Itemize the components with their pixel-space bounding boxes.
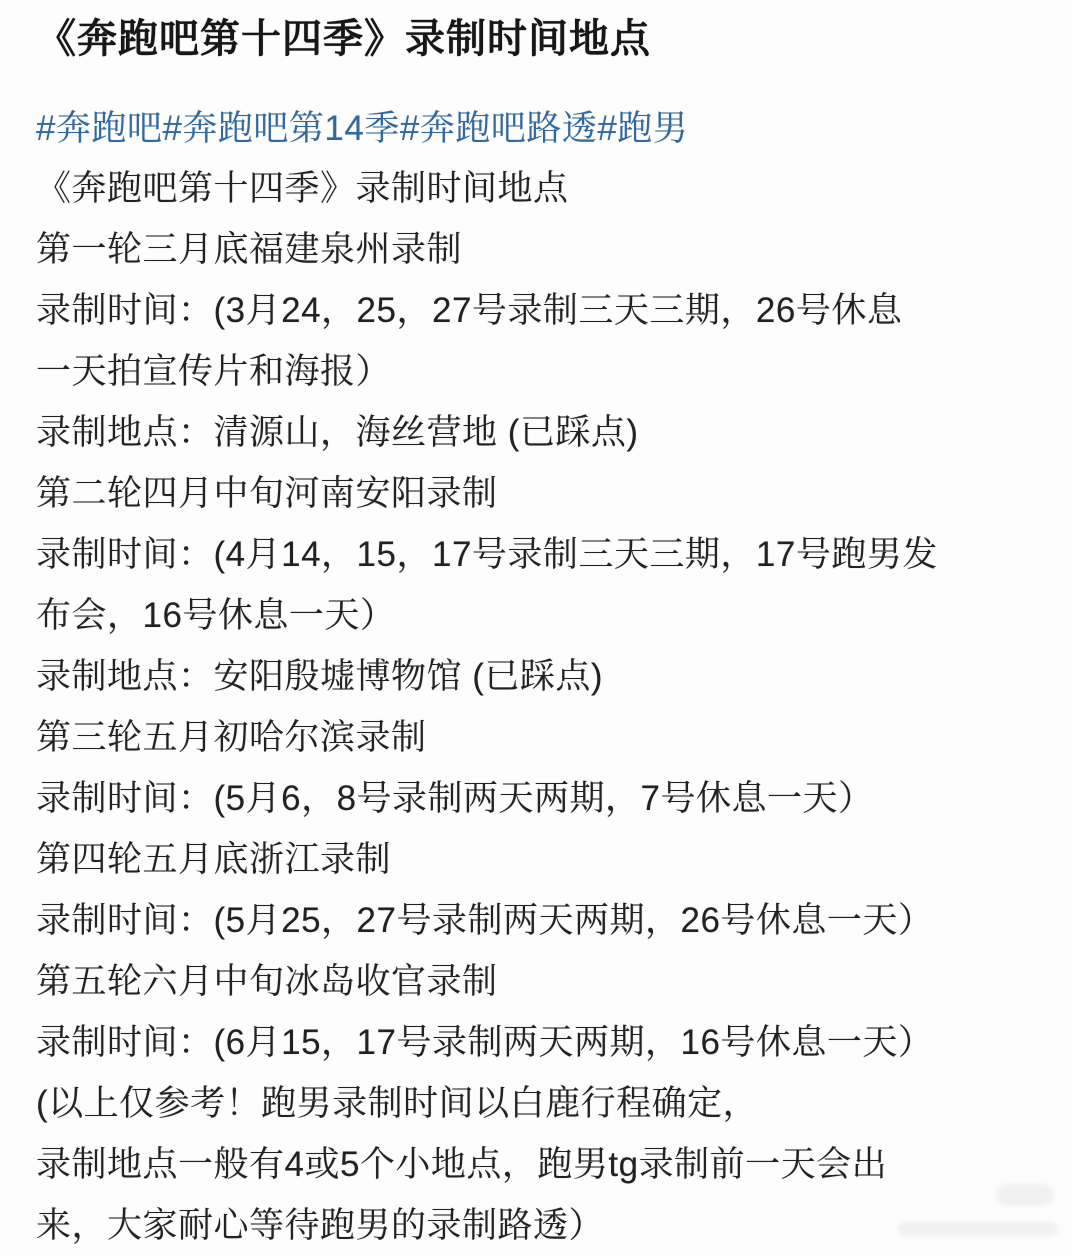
body-line: 《奔跑吧第十四季》录制时间地点 (36, 169, 569, 208)
hashtag-paonan[interactable]: #跑男 (597, 109, 689, 148)
body-line: (以上仅参考！跑男录制时间以白鹿行程确定， (36, 1084, 759, 1123)
body-line: 录制时间：(3月24，25，27号录制三天三期，26号休息 (36, 291, 903, 330)
post-body (36, 158, 1044, 1256)
body-line: 第五轮六月中旬冰岛收官录制 (36, 962, 498, 1001)
body-line: 第一轮三月底福建泉州录制 (36, 230, 463, 269)
body-line: 录制地点一般有4或5个小地点，跑男tg录制前一天会出 (36, 1145, 888, 1184)
hashtag-row (36, 106, 1044, 152)
body-line: 录制时间：(4月14，15，17号录制三天三期，17号跑男发 (36, 535, 938, 574)
hashtag-benpaoba[interactable]: #奔跑吧 (36, 109, 163, 148)
body-line: 录制地点：清源山，海丝营地 (已踩点) (36, 413, 639, 452)
body-line: 第三轮五月初哈尔滨录制 (36, 718, 427, 757)
body-line: 录制时间：(6月15，17号录制两天两期，16号休息一天） (36, 1023, 934, 1062)
body-line: 来，大家耐心等待跑男的录制路透） (36, 1206, 605, 1245)
body-line: 录制地点：安阳殷墟博物馆 (已踩点) (36, 657, 604, 696)
hashtag-benpaoba-season14[interactable]: #奔跑吧第14季 (162, 109, 400, 148)
hashtag-benpaoba-lutou[interactable]: #奔跑吧路透 (399, 109, 598, 148)
body-line: 布会，16号休息一天） (36, 596, 396, 635)
page-title: 《奔跑吧第十四季》录制时间地点 (36, 17, 651, 61)
body-line: 第二轮四月中旬河南安阳录制 (36, 474, 498, 513)
body-line: 第四轮五月底浙江录制 (36, 840, 392, 879)
body-line: 一天拍宣传片和海报） (36, 352, 392, 391)
body-line: 录制时间：(5月25，27号录制两天两期，26号休息一天） (36, 901, 934, 940)
body-line: 录制时间：(5月6，8号录制两天两期，7号休息一天） (36, 779, 874, 818)
